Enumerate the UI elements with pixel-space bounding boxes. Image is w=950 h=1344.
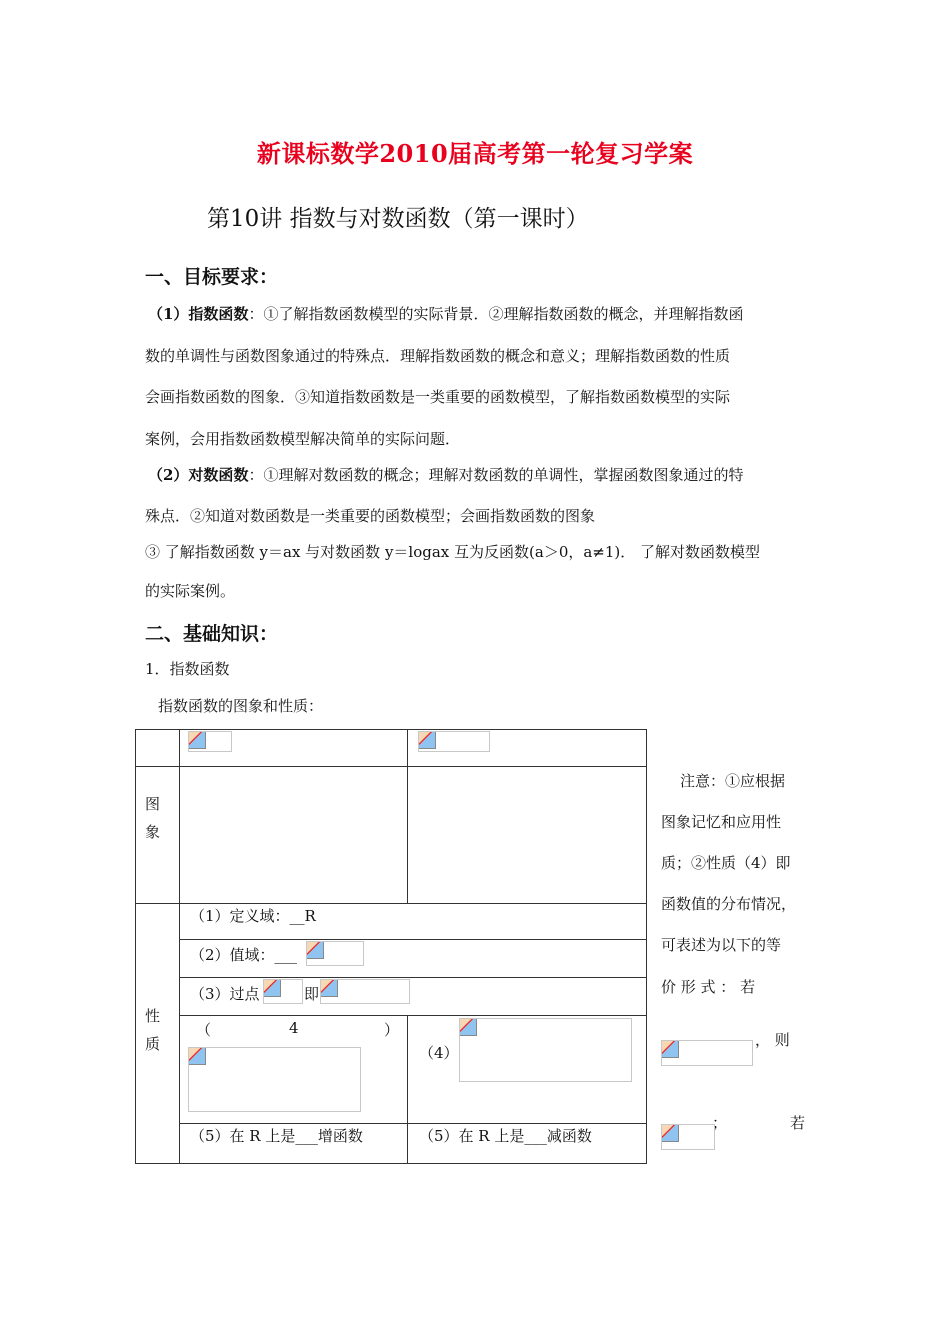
table-border <box>135 729 136 1164</box>
table-border <box>179 729 180 1164</box>
table-border <box>179 1015 647 1016</box>
table-border <box>135 766 647 767</box>
property-point-equiv: 即 <box>304 985 320 1003</box>
goal-line-7: ③ 了解指数函数 y＝ax 与对数函数 y＝logax 互为反函数(a＞0，a≠1)． 了解对数函数模型 <box>145 543 761 561</box>
image-frame <box>459 1018 632 1082</box>
property-4-left-num: 4 <box>289 1019 299 1037</box>
property-4-left-open: （ <box>196 1021 212 1039</box>
item-exponential: 1．指数函数 <box>145 660 230 678</box>
lecture-title: 第10讲 指数与对数函数（第一课时） <box>207 206 589 232</box>
property-4-left-close: ） <box>384 1021 400 1039</box>
image-frame <box>263 979 303 1004</box>
property-point: （3）过点 <box>190 985 260 1003</box>
goal-text: ：①了解指数函数模型的实际背景．②理解指数函数的概念，并理解指数函 <box>248 305 744 323</box>
table-border <box>179 977 647 978</box>
table-border <box>646 729 647 1164</box>
table-border <box>135 1163 647 1164</box>
image-frame <box>661 1124 715 1150</box>
note-line: 可表述为以下的等 <box>661 936 782 954</box>
property-5-increasing: （5）在 R 上是___增函数 <box>190 1127 363 1145</box>
table-intro: 指数函数的图象和性质： <box>158 697 324 715</box>
goal-text: ：①理解对数函数的概念；理解对数函数的单调性，掌握函数图象通过的特 <box>248 466 744 484</box>
image-frame <box>661 1040 753 1066</box>
goal-label-log: （2）对数函数 <box>148 466 249 484</box>
section-heading-goals: 一、目标要求： <box>145 266 279 288</box>
goal-line-6: 殊点．②知道对数函数是一类重要的函数模型；会画指数函数的图象 <box>145 507 596 525</box>
note-if: 若 <box>790 1114 806 1132</box>
row-label-properties: 性 质 <box>145 1007 161 1053</box>
section-heading-basics: 二、基础知识： <box>145 623 279 645</box>
goal-line-2: 数的单调性与函数图象通过的特殊点．理解指数函数的概念和意义；理解指数函数的性质 <box>145 347 731 365</box>
image-frame <box>306 941 364 966</box>
table-border <box>135 903 647 904</box>
image-frame <box>320 979 410 1004</box>
document-title: 新课标数学2010届高考第一轮复习学案 <box>256 139 694 168</box>
goal-line-8: 的实际案例。 <box>145 582 236 600</box>
goal-line-1 <box>148 303 743 324</box>
note-line: 注意：①应根据 <box>680 772 786 790</box>
property-domain: （1）定义域：__R <box>190 907 316 925</box>
note-line: 质；②性质（4）即 <box>661 854 791 872</box>
table-border <box>179 1123 647 1124</box>
image-frame <box>418 731 490 752</box>
goal-line-3: 会画指数函数的图象．③知道指数函数是一类重要的函数模型，了解指数函数模型的实际 <box>145 388 731 406</box>
note-line: 价 形 式 ： 若 <box>661 978 756 996</box>
row-label-graph: 图 象 <box>145 795 161 841</box>
note-line: 函数值的分布情况， <box>661 895 797 913</box>
image-frame <box>188 1047 361 1112</box>
note-then: ， 则 <box>755 1031 790 1049</box>
table-border <box>135 729 647 730</box>
table-border <box>407 729 408 904</box>
property-4-right: （4） <box>419 1044 459 1062</box>
note-line: 图象记忆和应用性 <box>661 813 782 831</box>
image-frame <box>188 731 232 752</box>
goal-label-exp: （1）指数函数 <box>148 305 249 323</box>
table-border <box>179 939 647 940</box>
property-5-decreasing: （5）在 R 上是___减函数 <box>419 1127 592 1145</box>
property-range: （2）值域：___ <box>190 946 298 964</box>
note-semicolon: ； <box>712 1114 728 1132</box>
table-border <box>407 1015 408 1164</box>
goal-line-5 <box>148 464 743 485</box>
goal-line-4: 案例，会用指数函数模型解决简单的实际问题． <box>145 430 461 448</box>
